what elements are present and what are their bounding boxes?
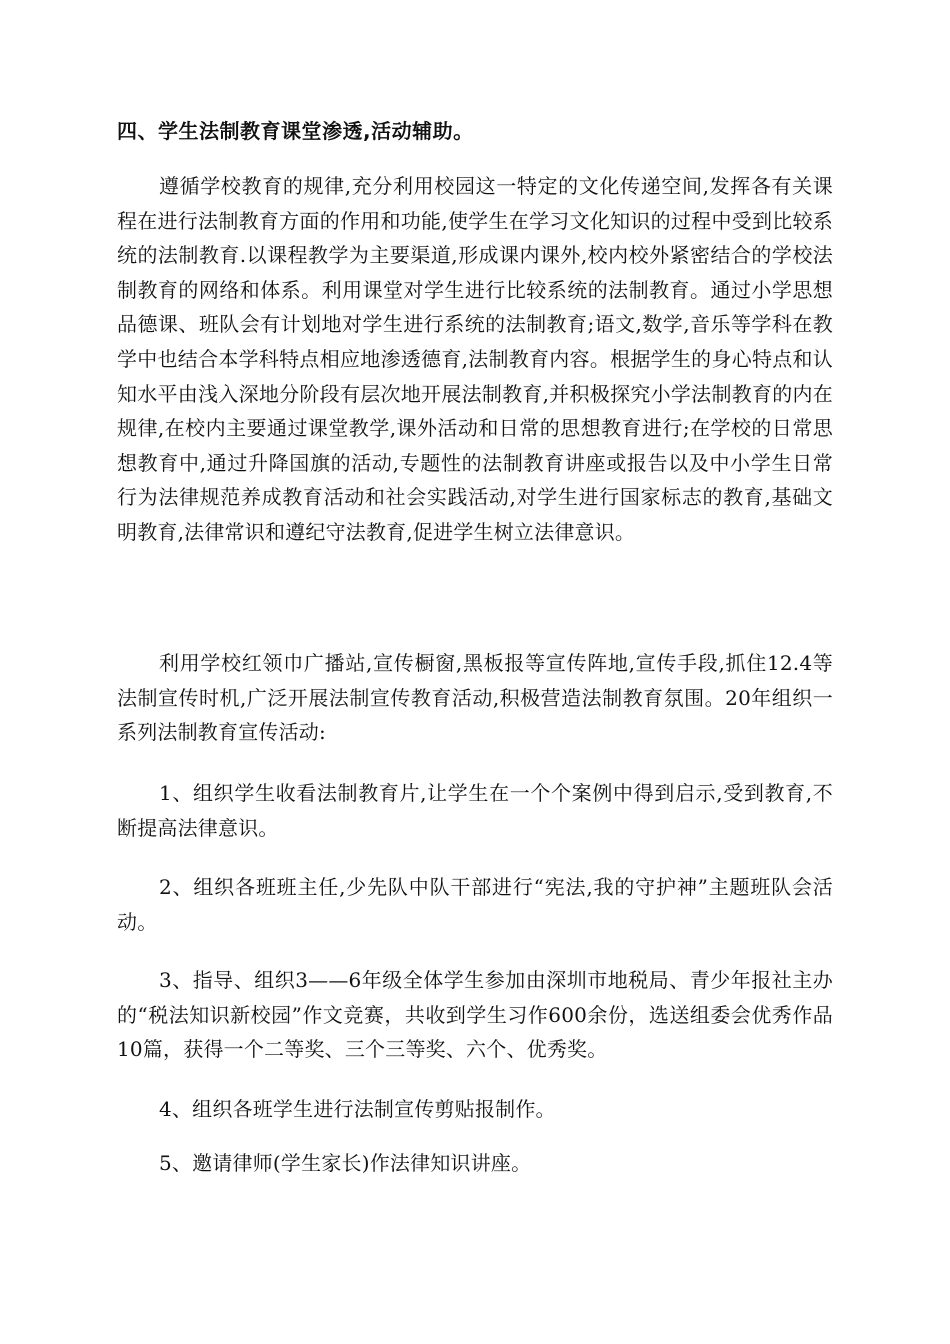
list-item-2: 2、组织各班班主任,少先队中队干部进行“宪法,我的守护神”主题班队会活动。 [117, 875, 833, 934]
paragraph-legal-education-overview: 遵循学校教育的规律,充分利用校园这一特定的文化传递空间,发挥各有关课程在进行法制教育方面的作用和功能,使学生在学习文化知识的过程中受到比较系统的法制教育.以课程教学为主要渠道,形成课内课外,校内校外紧密结合的学校法制教育的网络和体系。利用课堂对学生进行比较系统的法制教育。通过小学思想品德课、班队会有计划地对学生进行系统的法制教育;语文,数学,音乐等学科在教学中也结合本学科特点相应地渗透德育,法制教育内容。根据学生的身心特点和认知水平由浅入深地分阶段有层次地开展法制教育,并积极探究小学法制教育的内在规律,在校内主要通过课堂教学,课外活动和日常的思想教育进行;在学校的日常思想教育中,通过升降国旗的活动,专题性的法制教育讲座或报告以及中小学生日常行为法律规范养成教育活动和社会实践活动,对学生进行国家标志的教育,基础文明教育,法律常识和遵纪守法教育,促进学生树立法律意识。 [117, 174, 833, 544]
list-item-5: 5、邀请律师(学生家长)作法律知识讲座。 [159, 1151, 532, 1175]
list-item-3: 3、指导、组织3——6年级全体学生参加由深圳市地税局、青少年报社主办的“税法知识新校园”作文竞赛，共收到学生习作600余份，选送组委会优秀作品10篇，获得一个二等奖、三个三等奖、六个、优秀奖。 [117, 968, 833, 1062]
list-item-1: 1、组织学生收看法制教育片,让学生在一个个案例中得到启示,受到教育,不断提高法律意识。 [117, 781, 833, 840]
paragraph-publicity-activities: 利用学校红领巾广播站,宣传橱窗,黑板报等宣传阵地,宣传手段,抓住12.4等法制宣传时机,广泛开展法制宣传教育活动,积极营造法制教育氛围。20年组织一系列法制教育宣传活动: [117, 651, 833, 745]
list-item-4: 4、组织各班学生进行法制宣传剪贴报制作。 [159, 1097, 556, 1121]
section-heading: 四、学生法制教育课堂渗透,活动辅助。 [117, 119, 474, 143]
